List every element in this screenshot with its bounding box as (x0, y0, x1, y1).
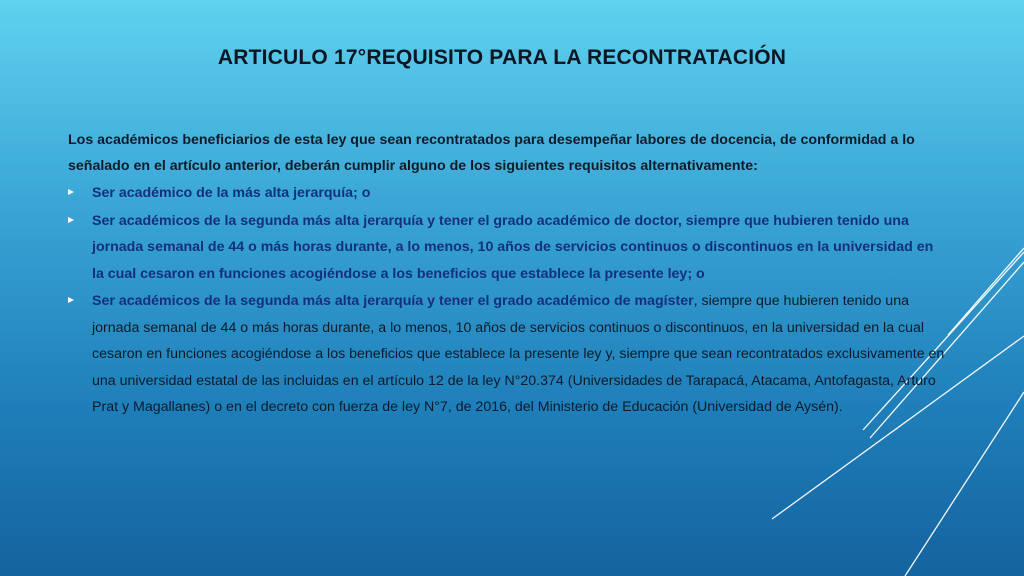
deco-line (948, 248, 1024, 335)
slide-body (68, 128, 948, 421)
list-item-bold-text: Ser académicos de la segunda más alta jerarquía y tener el grado académico de magíster (92, 293, 694, 309)
intro-paragraph: Los académicos beneficiarios de esta ley que sean recontratados para desempeñar labores de docencia, de conformidad a lo señalado en el artículo anterior, deberán cumplir alguno de los siguientes requisitos alternativamente: (68, 132, 915, 174)
triangle-arrow-icon (68, 189, 74, 195)
list-item-plain-text: , siempre que hubieren tenido una jornada semanal de 44 o más horas durante, a lo menos, 10 años de servicios continuos o discontinuos, en la universidad en la cual cesaron en funciones acogiéndose a los beneficios que establece la presente ley y, siempre que sean recontratados exclusivamente en una universidad estatal de las incluidas en el artículo 12 de la ley N°20.374 (Universidades de Tarapacá, Atacama, Antofagasta, Arturo Prat y Magallanes) o en el decreto con fuerza de ley N°7, de 2016, del Ministerio de Educación (Universidad de Aysén). (92, 293, 945, 415)
list-item (68, 208, 948, 288)
requirements-list (68, 180, 948, 421)
triangle-arrow-icon (68, 217, 74, 223)
list-item (68, 180, 948, 207)
list-item-text: Ser académicos de la segunda más alta jerarquía y tener el grado académico de doctor, siempre que hubieren tenido una jornada semanal de 44 o más horas durante, a lo menos, 10 años de servicios continuos o discontinuos en la universidad en la cual cesaron en funciones acogiéndose a los beneficios que establece la presente ley; o (92, 212, 934, 282)
list-item-text: Ser académico de la más alta jerarquía; o (92, 185, 371, 201)
list-item (68, 288, 948, 421)
slide-title: ARTICULO 17°REQUISITO PARA LA RECONTRATACIÓN (217, 46, 787, 69)
triangle-arrow-icon (68, 297, 74, 303)
